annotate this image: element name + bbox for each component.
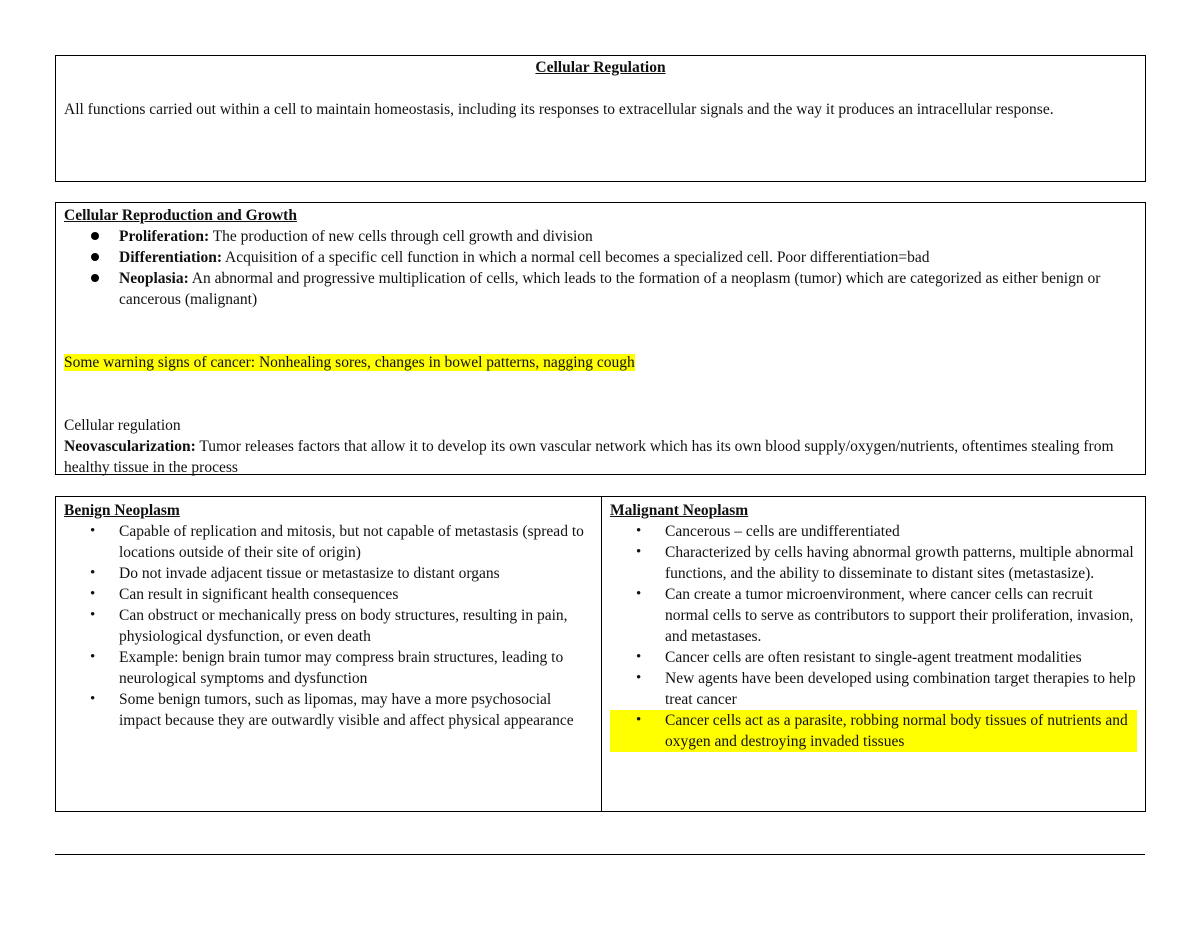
regulation-box — [55, 55, 1146, 182]
footer-divider — [55, 854, 1145, 855]
warning-signs-highlight: Some warning signs of cancer: Nonhealing sores, changes in bowel patterns, nagging cough — [64, 354, 635, 371]
neovascularization-paragraph — [64, 436, 1137, 478]
term-text: Tumor releases factors that allow it to develop its own vascular network which has its own blood supply/oxygen/nutrients, oftentimes stealing from healthy tissue in the process — [64, 438, 1114, 476]
growth-list — [64, 226, 1137, 310]
benign-column — [56, 497, 602, 811]
list-item: • Can obstruct or mechanically press on body structures, resulting in pain, physiological dysfunction, or even death — [64, 605, 593, 647]
highlighted-list-item: • Cancer cells act as a parasite, robbing normal body tissues of nutrients and oxygen and destroying invaded tissues — [610, 710, 1137, 752]
list-item: • Can create a tumor microenvironment, where cancer cells can recruit normal cells to serve as contributors to support their proliferation, invasion, and metastases. — [610, 584, 1137, 647]
list-item: • Cancerous – cells are undifferentiated — [610, 521, 1137, 542]
growth-heading: Cellular Reproduction and Growth — [64, 207, 297, 224]
malignant-column — [602, 497, 1145, 811]
list-item: • Cancer cells are often resistant to single-agent treatment modalities — [610, 647, 1137, 668]
term-label: Neoplasia: — [119, 270, 189, 287]
malignant-list — [610, 521, 1137, 752]
term-label: Differentiation: — [119, 249, 223, 266]
malignant-heading: Malignant Neoplasm — [610, 502, 749, 519]
term-text: The production of new cells through cell growth and division — [209, 228, 593, 245]
regulation-label: Cellular regulation — [64, 417, 181, 434]
document-title: Cellular Regulation — [535, 59, 666, 76]
term-label: Proliferation: — [119, 228, 210, 245]
list-item: • New agents have been developed using combination target therapies to help treat cancer — [610, 668, 1137, 710]
list-item — [64, 247, 1137, 268]
list-item: • Some benign tumors, such as lipomas, may have a more psychosocial impact because they are outwardly visible and affect physical appearance — [64, 689, 593, 731]
list-item: • Characterized by cells having abnormal growth patterns, multiple abnormal functions, and the ability to disseminate to distant sites (metastasize). — [610, 542, 1137, 584]
term-text: An abnormal and progressive multiplication of cells, which leads to the formation of a neoplasm (tumor) which are categorized as either benign or cancerous (malignant) — [119, 270, 1101, 308]
list-item: • Do not invade adjacent tissue or metastasize to distant organs — [64, 563, 593, 584]
list-item: • Can result in significant health consequences — [64, 584, 593, 605]
regulation-definition: All functions carried out within a cell to maintain homeostasis, including its responses to extracellular signals and the way it produces an intracellular response. — [64, 101, 1054, 118]
term-text: Acquisition of a specific cell function in which a normal cell becomes a specialized cell. Poor differentiation=bad — [222, 249, 930, 266]
list-item — [64, 226, 1137, 247]
neoplasm-comparison-table — [55, 496, 1146, 812]
list-item — [64, 268, 1137, 310]
benign-heading: Benign Neoplasm — [64, 502, 180, 519]
list-item: • Capable of replication and mitosis, but not capable of metastasis (spread to locations outside of their site of origin) — [64, 521, 593, 563]
list-item: • Example: benign brain tumor may compress brain structures, leading to neurological symptoms and dysfunction — [64, 647, 593, 689]
term-label: Neovascularization: — [64, 438, 196, 455]
benign-list — [64, 521, 593, 731]
growth-box — [55, 202, 1146, 475]
